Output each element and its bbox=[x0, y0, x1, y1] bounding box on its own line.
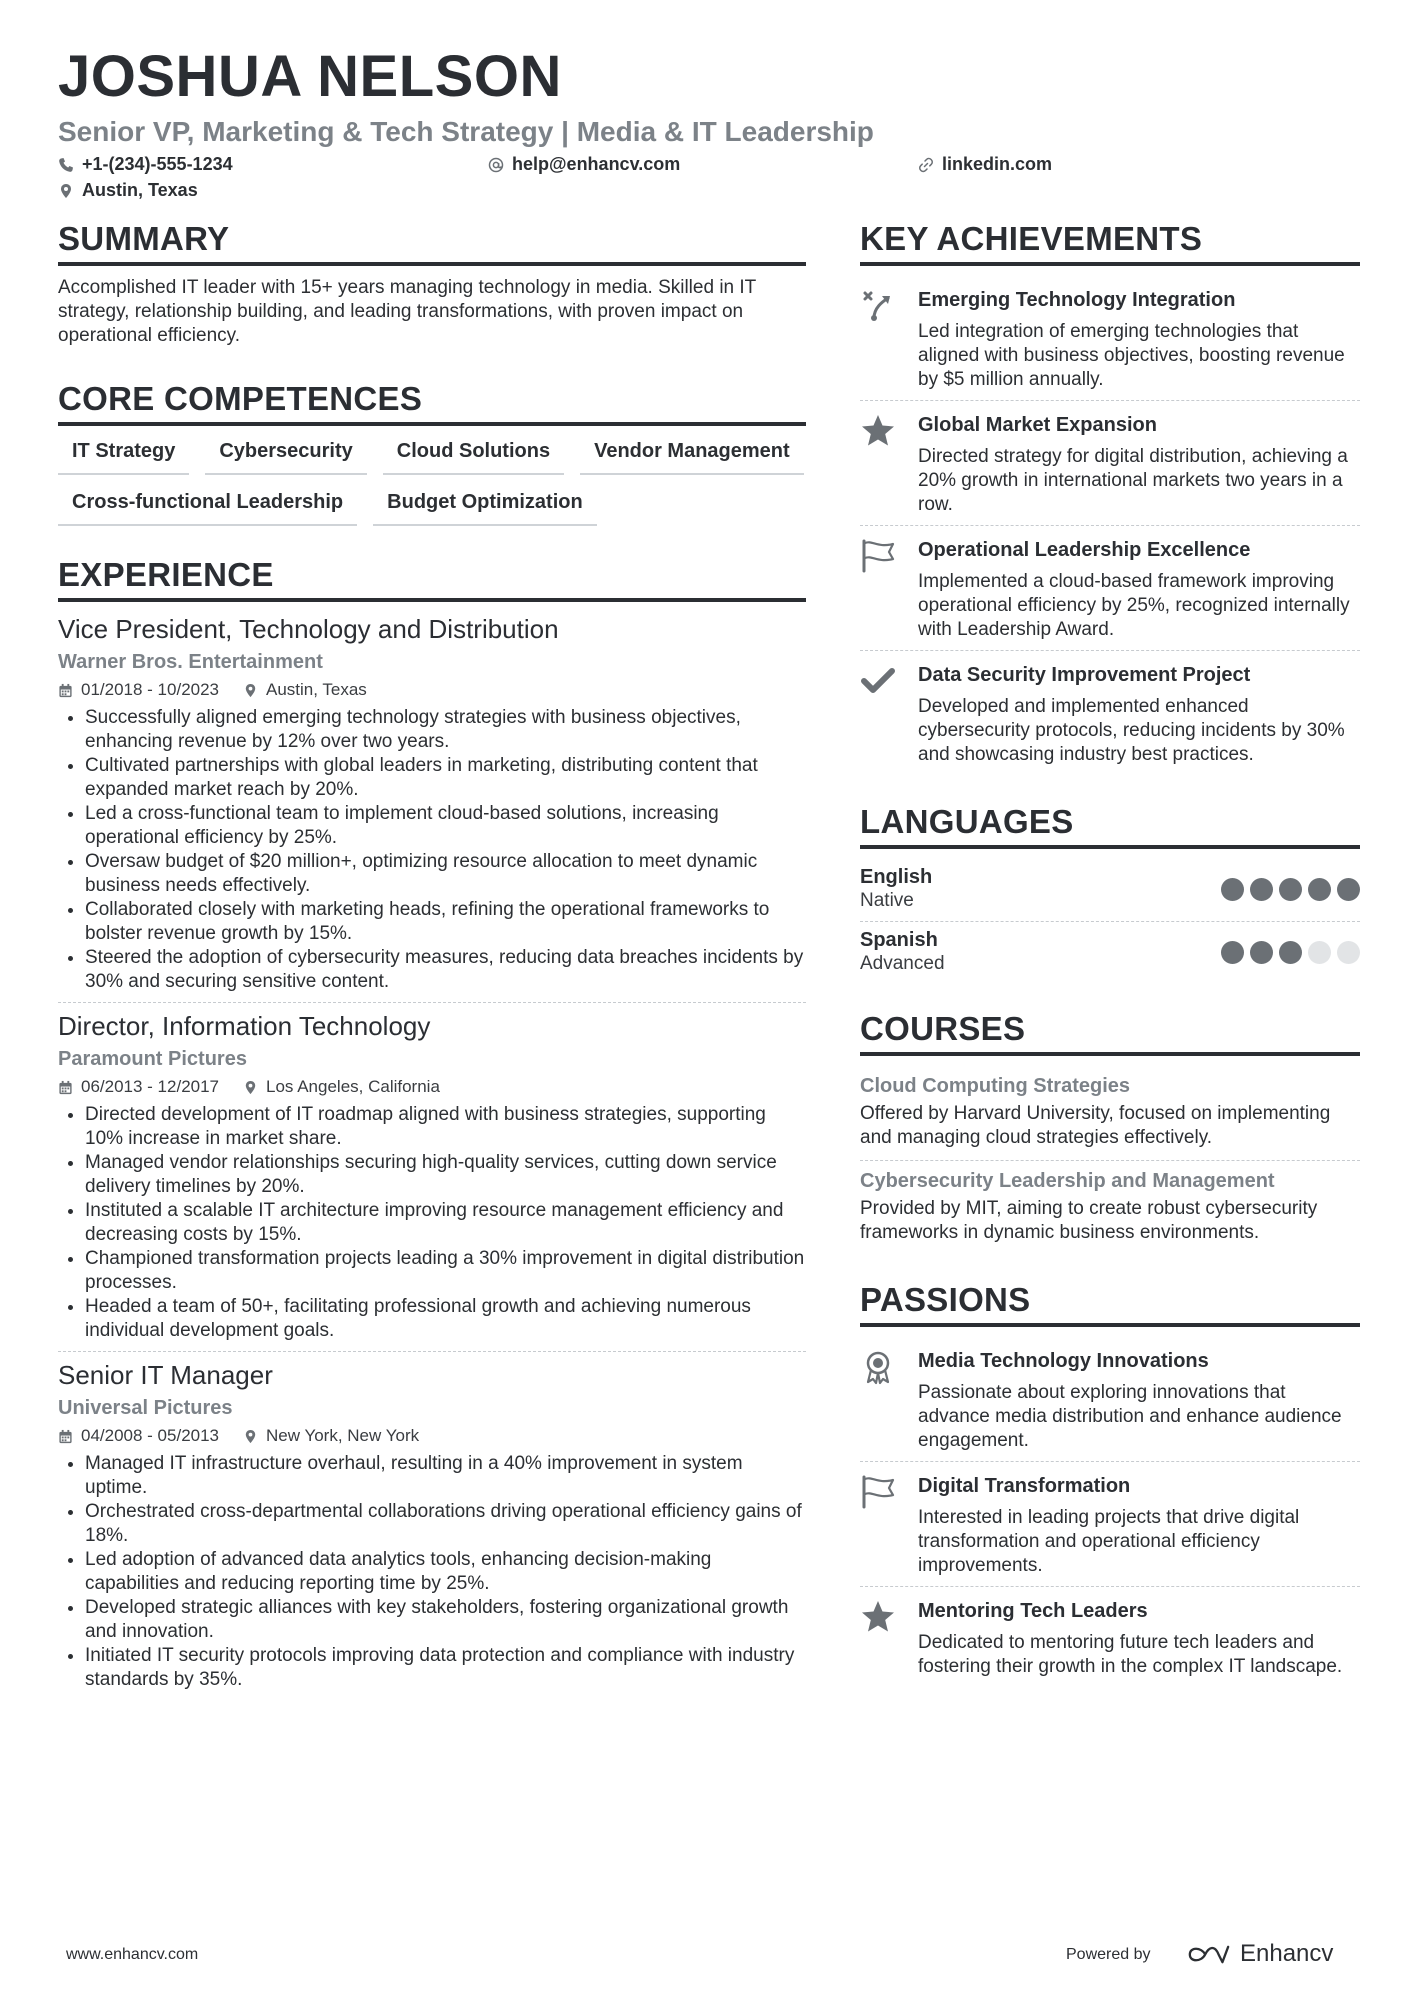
job-location: Austin, Texas bbox=[266, 680, 367, 699]
achievement-desc: Developed and implemented enhanced cybersecurity protocols, reducing incidents by 30% and showcasing industry best practices. bbox=[918, 696, 1345, 765]
languages-list bbox=[860, 859, 1360, 984]
skill-tag: Vendor Management bbox=[580, 440, 804, 475]
experience-heading: EXPERIENCE bbox=[58, 554, 806, 602]
competences-heading: CORE COMPETENCES bbox=[58, 378, 806, 426]
bullet-item: • Initiated IT security protocols improving data protection and compliance with industry standards by 35%. bbox=[85, 1644, 806, 1692]
bullet-item: • Developed strategic alliances with key stakeholders, fostering organizational growth and innovation. bbox=[85, 1596, 806, 1644]
course-title: Cloud Computing Strategies bbox=[860, 1075, 1130, 1097]
course-desc: Offered by Harvard University, focused on implementing and managing cloud strategies effectively. bbox=[860, 1103, 1331, 1148]
link-icon bbox=[918, 157, 934, 173]
proficiency-dot bbox=[1221, 878, 1244, 901]
language-level: Native bbox=[860, 890, 914, 911]
proficiency-dots bbox=[1221, 941, 1360, 964]
course-item bbox=[860, 1161, 1360, 1255]
achievement-title: Global Market Expansion bbox=[918, 414, 1157, 436]
job-location: New York, New York bbox=[266, 1426, 420, 1445]
bullet-item: • Managed IT infrastructure overhaul, resulting in a 40% improvement in system uptime. bbox=[85, 1452, 806, 1500]
location-pin-icon bbox=[243, 1429, 258, 1444]
location-pin-icon bbox=[243, 1080, 258, 1095]
left-column bbox=[58, 218, 806, 1706]
job-bullets bbox=[58, 1103, 806, 1343]
proficiency-dot bbox=[1308, 941, 1331, 964]
proficiency-dot bbox=[1250, 878, 1273, 901]
bullet-item: • Led a cross-functional team to implement cloud-based solutions, increasing operational efficiency by 25%. bbox=[85, 802, 806, 850]
candidate-title: Senior VP, Marketing & Tech Strategy | Media & IT Leadership bbox=[58, 116, 874, 147]
contact-linkedin[interactable] bbox=[918, 154, 1052, 175]
bullet-item: • Orchestrated cross-departmental collaborations driving operational efficiency gains of 18%. bbox=[85, 1500, 806, 1548]
passion-item bbox=[860, 1337, 1360, 1462]
job-title: Vice President, Technology and Distribution bbox=[58, 614, 559, 644]
courses-heading: COURSES bbox=[860, 1008, 1360, 1056]
passion-desc: Passionate about exploring innovations that advance media distribution and enhance audience engagement. bbox=[918, 1382, 1342, 1451]
bullet-item: • Collaborated closely with marketing heads, refining the operational frameworks to bolster revenue growth by 15%. bbox=[85, 898, 806, 946]
bullet-item: • Directed development of IT roadmap aligned with business strategies, supporting 10% increase in market share. bbox=[85, 1103, 806, 1151]
job-location: Los Angeles, California bbox=[266, 1077, 440, 1096]
passions-list bbox=[860, 1337, 1360, 1687]
phone-icon bbox=[58, 157, 74, 173]
job-dates: 01/2018 - 10/2023 bbox=[81, 680, 220, 699]
bullet-item: • Successfully aligned emerging technology strategies with business objectives, enhancing revenue by 12% over two years. bbox=[85, 706, 806, 754]
job-meta bbox=[58, 1075, 806, 1099]
achievement-item bbox=[860, 526, 1360, 651]
bullet-item: • Championed transformation projects leading a 30% improvement in digital distribution processes. bbox=[85, 1247, 806, 1295]
achievements-list bbox=[860, 276, 1360, 775]
resume-header bbox=[58, 40, 1358, 206]
job-bullets bbox=[58, 706, 806, 994]
bullet-item: • Steered the adoption of cybersecurity measures, reducing data breaches incidents by 30% and securing sensitive content. bbox=[85, 946, 806, 994]
passion-title: Mentoring Tech Leaders bbox=[918, 1600, 1148, 1622]
achievement-desc: Led integration of emerging technologies that aligned with business objectives, boosting revenue by $5 million annually. bbox=[918, 321, 1345, 390]
achievement-title: Operational Leadership Excellence bbox=[918, 539, 1251, 561]
location-text: Austin, Texas bbox=[82, 180, 198, 200]
course-title: Cybersecurity Leadership and Management bbox=[860, 1170, 1275, 1192]
location-pin-icon bbox=[243, 683, 258, 698]
proficiency-dot bbox=[1308, 878, 1331, 901]
powered-by-label: Powered by bbox=[1066, 1946, 1151, 1963]
right-column bbox=[860, 218, 1360, 1713]
award-icon bbox=[860, 1349, 896, 1385]
footer-url[interactable]: www.enhancv.com bbox=[66, 1946, 199, 1963]
contact-info bbox=[58, 154, 1358, 206]
proficiency-dot bbox=[1279, 941, 1302, 964]
calendar-icon bbox=[58, 683, 73, 698]
contact-phone[interactable] bbox=[58, 154, 233, 175]
achievement-desc: Implemented a cloud-based framework improving operational efficiency by 25%, recognized internally with Leadership Award. bbox=[918, 571, 1350, 640]
skill-tag: IT Strategy bbox=[58, 440, 189, 475]
company-name: Warner Bros. Entertainment bbox=[58, 651, 323, 673]
job-bullets bbox=[58, 1452, 806, 1692]
strategy-icon bbox=[860, 288, 896, 324]
summary-heading: SUMMARY bbox=[58, 218, 806, 266]
proficiency-dot bbox=[1279, 878, 1302, 901]
passion-item bbox=[860, 1587, 1360, 1687]
job-title: Director, Information Technology bbox=[58, 1011, 431, 1041]
bullet-item: • Oversaw budget of $20 million+, optimizing resource allocation to meet dynamic business needs effectively. bbox=[85, 850, 806, 898]
skill-tag: Cybersecurity bbox=[205, 440, 366, 475]
achievements-heading: KEY ACHIEVEMENTS bbox=[860, 218, 1360, 266]
calendar-icon bbox=[58, 1080, 73, 1095]
at-icon bbox=[488, 157, 504, 173]
job-dates: 06/2013 - 12/2017 bbox=[81, 1077, 220, 1096]
company-name: Paramount Pictures bbox=[58, 1048, 247, 1070]
job-title: Senior IT Manager bbox=[58, 1360, 273, 1390]
phone-text: +1-(234)-555-1234 bbox=[82, 154, 233, 174]
proficiency-dots bbox=[1221, 878, 1360, 901]
language-item bbox=[860, 859, 1360, 922]
language-item bbox=[860, 922, 1360, 984]
flag-icon bbox=[860, 1474, 896, 1510]
page-footer bbox=[0, 1942, 1410, 1972]
job-meta bbox=[58, 678, 806, 702]
passion-title: Digital Transformation bbox=[918, 1475, 1131, 1497]
email-text: help@enhancv.com bbox=[512, 154, 681, 174]
languages-heading: LANGUAGES bbox=[860, 801, 1360, 849]
experience-entry bbox=[58, 1358, 806, 1700]
proficiency-dot bbox=[1221, 941, 1244, 964]
proficiency-dot bbox=[1337, 941, 1360, 964]
enhancv-logo[interactable] bbox=[1186, 1940, 1333, 1968]
passion-desc: Dedicated to mentoring future tech leaders and fostering their growth in the complex IT landscape. bbox=[918, 1632, 1343, 1677]
achievement-item bbox=[860, 401, 1360, 526]
achievement-title: Data Security Improvement Project bbox=[918, 664, 1251, 686]
passions-heading: PASSIONS bbox=[860, 1279, 1360, 1327]
bullet-item: • Led adoption of advanced data analytics tools, enhancing decision-making capabilities and reducing reporting time by 25%. bbox=[85, 1548, 806, 1596]
star-icon bbox=[860, 413, 896, 449]
enhancv-logo-icon bbox=[1186, 1943, 1232, 1966]
candidate-name: JOSHUA NELSON bbox=[58, 44, 562, 109]
contact-location bbox=[58, 180, 198, 201]
language-level: Advanced bbox=[860, 953, 945, 974]
contact-email[interactable] bbox=[488, 154, 680, 175]
passion-item bbox=[860, 1462, 1360, 1587]
passion-title: Media Technology Innovations bbox=[918, 1350, 1209, 1372]
proficiency-dot bbox=[1250, 941, 1273, 964]
job-dates: 04/2008 - 05/2013 bbox=[81, 1426, 220, 1445]
summary-text: Accomplished IT leader with 15+ years managing technology in media. Skilled in IT strategy, relationship building, and leading transformations, with proven impact on operational efficiency. bbox=[58, 277, 756, 346]
passion-desc: Interested in leading projects that drive digital transformation and operational efficiency improvements. bbox=[918, 1507, 1300, 1576]
brand-name: Enhancv bbox=[1240, 1940, 1334, 1967]
location-pin-icon bbox=[58, 183, 74, 199]
skill-tag: Cross-functional Leadership bbox=[58, 491, 357, 526]
flag-icon bbox=[860, 538, 896, 574]
experience-entry bbox=[58, 1009, 806, 1352]
bullet-item: • Instituted a scalable IT architecture improving resource management efficiency and decreasing costs by 15%. bbox=[85, 1199, 806, 1247]
skill-tag: Cloud Solutions bbox=[383, 440, 564, 475]
achievement-item bbox=[860, 276, 1360, 401]
bullet-item: • Headed a team of 50+, facilitating professional growth and achieving numerous individual development goals. bbox=[85, 1295, 806, 1343]
course-desc: Provided by MIT, aiming to create robust cybersecurity frameworks in dynamic business environments. bbox=[860, 1198, 1318, 1243]
course-item bbox=[860, 1066, 1360, 1161]
calendar-icon bbox=[58, 1429, 73, 1444]
achievement-title: Emerging Technology Integration bbox=[918, 289, 1236, 311]
achievement-desc: Directed strategy for digital distribution, achieving a 20% growth in international markets two years in a row. bbox=[918, 446, 1348, 515]
job-meta bbox=[58, 1424, 806, 1448]
star-icon bbox=[860, 1599, 896, 1635]
company-name: Universal Pictures bbox=[58, 1397, 233, 1419]
linkedin-text: linkedin.com bbox=[942, 154, 1053, 174]
skill-tag: Budget Optimization bbox=[373, 491, 597, 526]
bullet-item: • Cultivated partnerships with global leaders in marketing, distributing content that expanded market reach by 20%. bbox=[85, 754, 806, 802]
courses-list bbox=[860, 1066, 1360, 1255]
proficiency-dot bbox=[1337, 878, 1360, 901]
experience-entry bbox=[58, 612, 806, 1003]
language-name: English bbox=[860, 866, 933, 888]
skills-list bbox=[58, 440, 806, 526]
language-name: Spanish bbox=[860, 929, 938, 951]
check-icon bbox=[860, 663, 896, 699]
achievement-item bbox=[860, 651, 1360, 775]
bullet-item: • Managed vendor relationships securing high-quality services, cutting down service delivery timelines by 20%. bbox=[85, 1151, 806, 1199]
